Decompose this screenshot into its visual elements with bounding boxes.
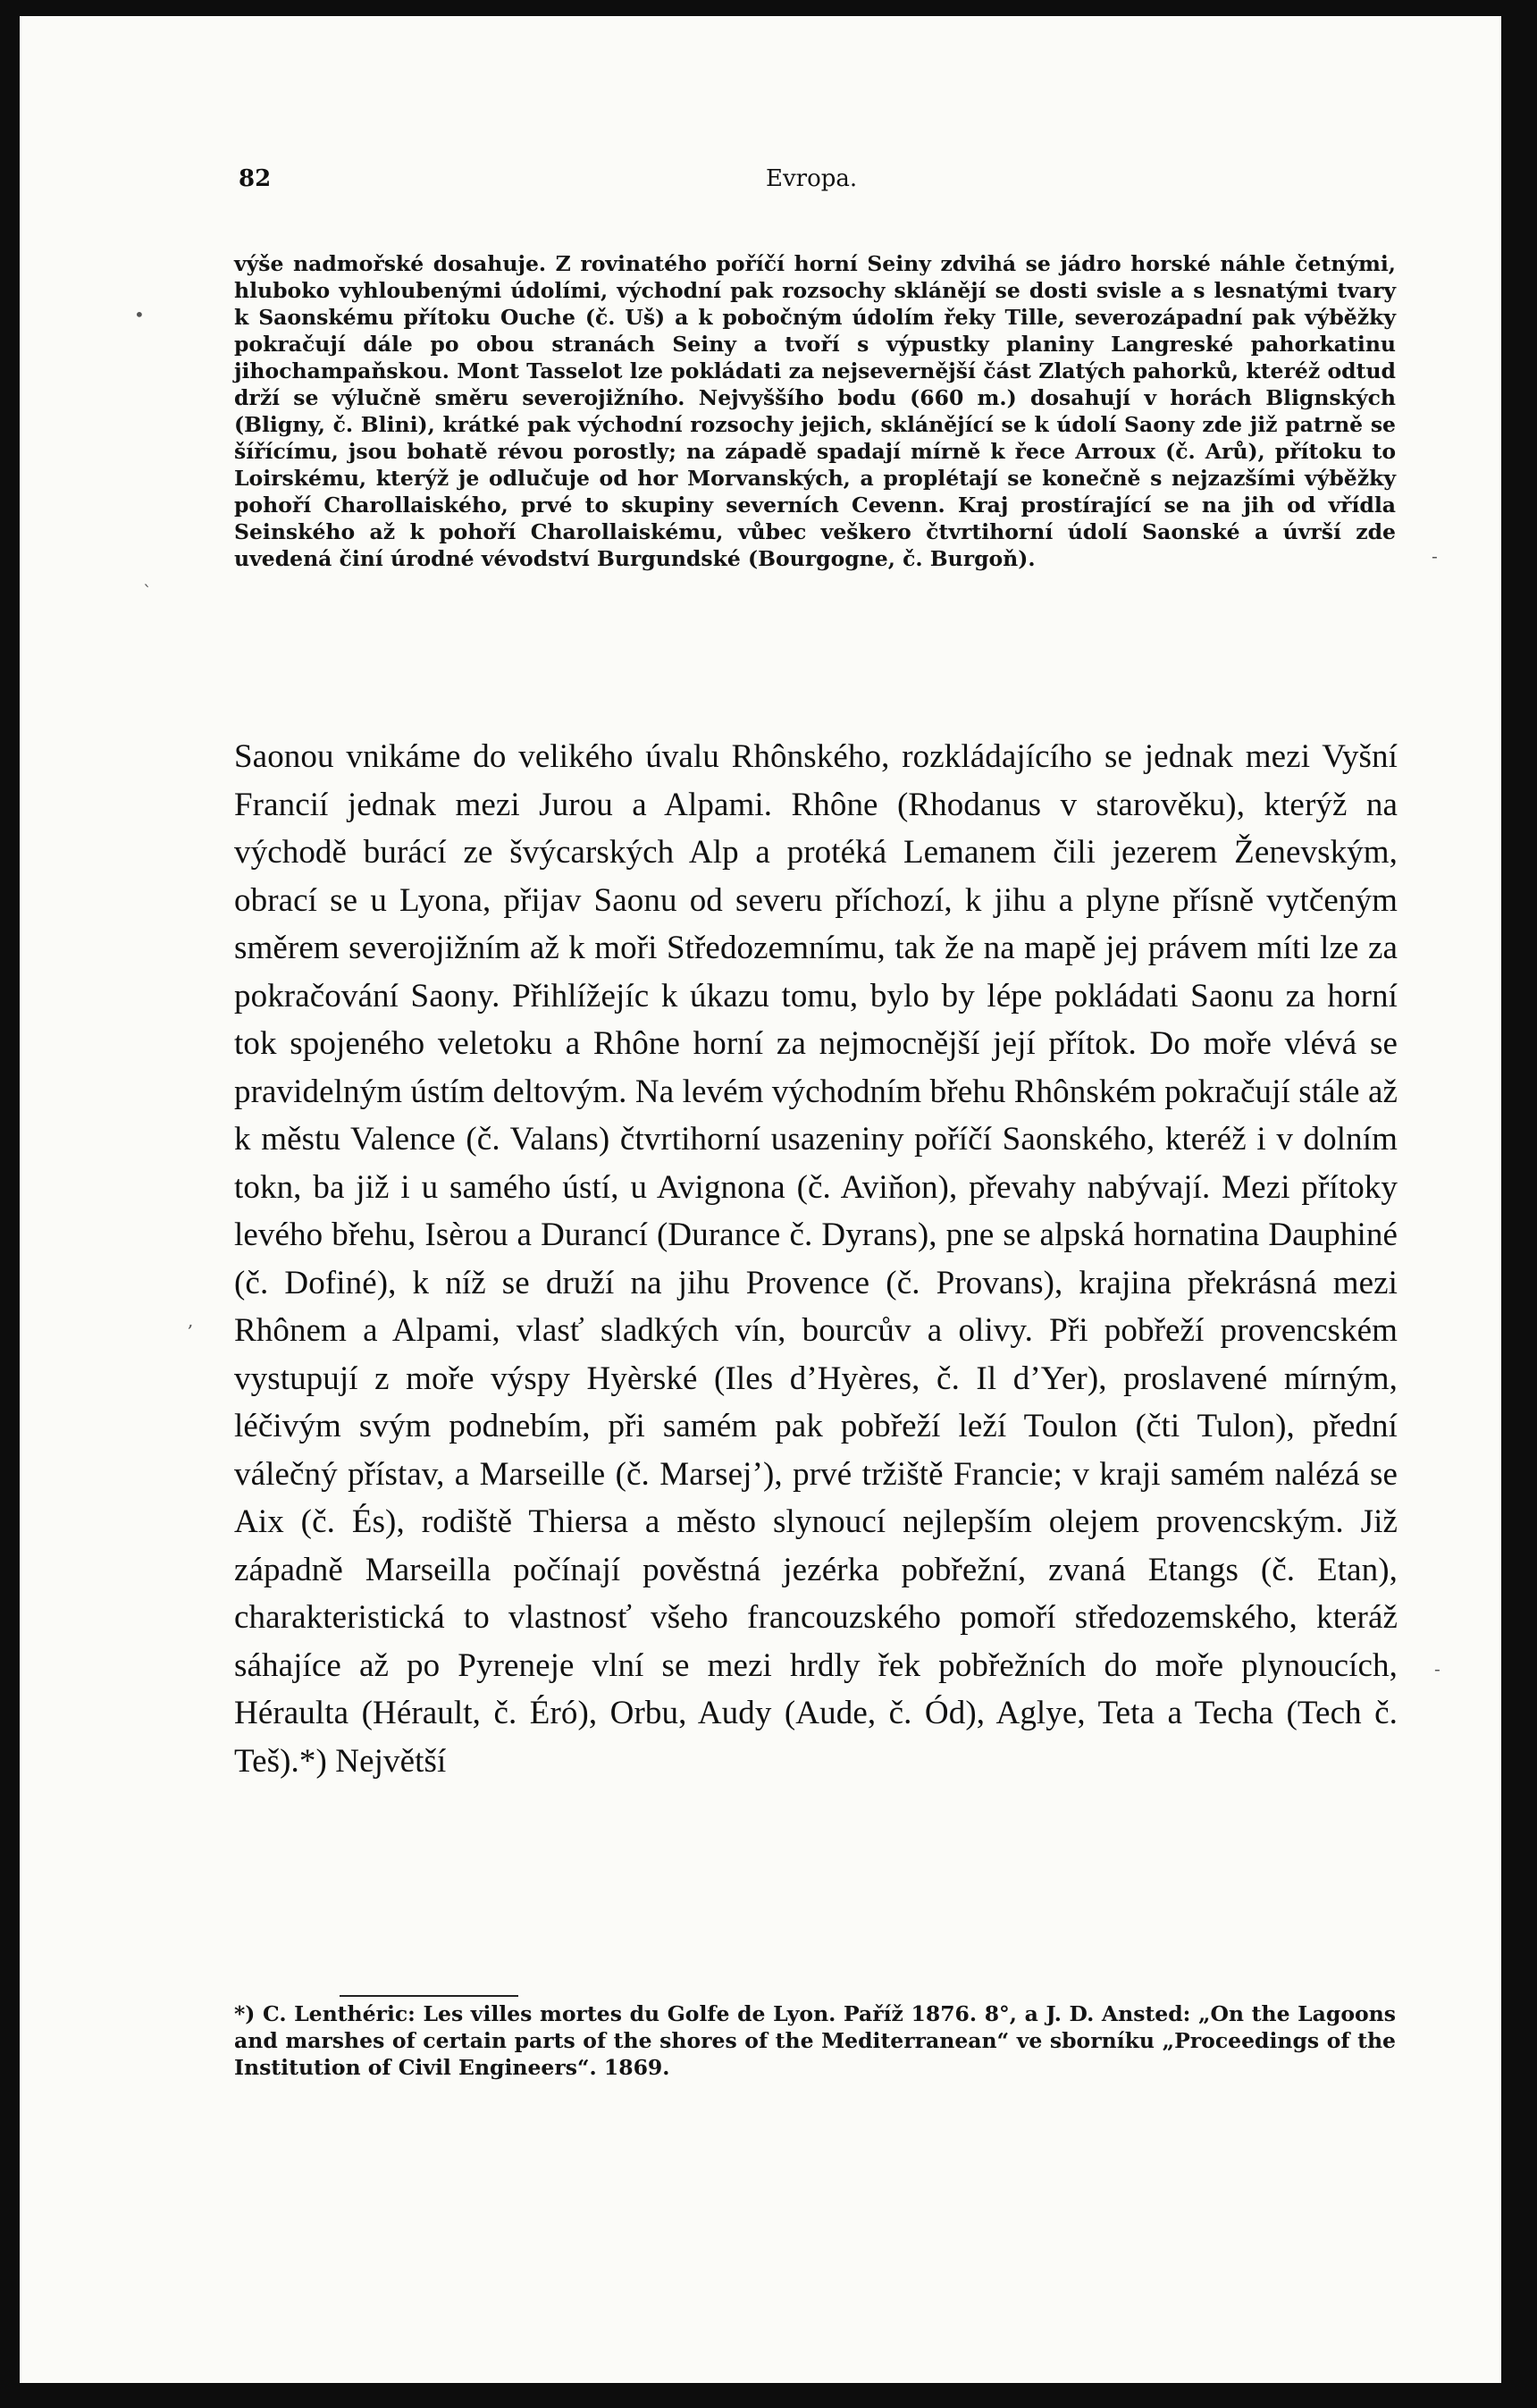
footnote: *) C. Lenthéric: Les villes mortes du Golfe de Lyon. Paříž 1876. 8°, a J. D. Ansted: „On the Lagoons and marshes of certain parts of the shores of the Mediterranean“ ve sborníku „Proceedings of the Institution of Civil Engineers“. 1869. (234, 2001, 1396, 2080)
speck: - (1434, 1658, 1440, 1680)
running-title: Evropa. (766, 165, 858, 192)
main-paragraph: Saonou vnikáme do velikého úvalu Rhônského, rozkládajícího se jednak mezi Vyšní Francií jednak mezi Jurou a Alpami. Rhône (Rhodanus v starověku), kterýž na východě burácí ze švýcarských Alp a protéká Lemanem čili jezerem Ženevským, obrací se u Lyona, přijav Saonu od severu příchozí, k jihu a plyne přísně vytčeným směrem severojižním až k moři Středozemnímu, tak že na mapě jej právem míti lze za pokračování Saony. Přihlížejíc k úkazu tomu, bylo by lépe pokládati Saonu za horní tok spojeného veletoku a Rhône horní za nejmocnější její přítok. Do moře vlévá se pravidelným ústím deltovým. Na levém východním břehu Rhônském pokračují stále až k městu Valence (č. Valans) čtvrtihorní usazeniny poříčí Saonského, kteréž i v dolním tokn, ba již i u samého ústí, u Avignona (č. Aviňon), převahy nabývají. Mezi přítoky levého břehu, Isèrou a Durancí (Durance č. Dyrans), pne se alpská hornatina Dauphiné (č. Dofiné), k níž se druží na jihu Provence (č. Provans), krajina překrásná mezi Rhônem a Alpami, vlasť sladkých vín, bourcův a olivy. Při pobřeží provencském vystupují z moře výspy Hyèrské (Iles d’Hyères, č. Il d’Yer), proslavené mírným, léčivým svým podnebím, při samém pak pobřeží leží Toulon (čti Tulon), přední válečný přístav, a Marseille (č. Marsej’), prvé tržiště Francie; v kraji samém nalézá se Aix (č. És), rodiště Thiersa a město slynoucí nejlepším olejem provencským. Již západně Marseilla počínají pověstná jezérka pobřežní, zvaná Etangs (č. Etan), charakteristická to vlastnosť všeho francouzského pomoří středozemského, kteráž sáhajíce až po Pyreneje vlní se mezi hrdly řek pobřežních do moře plynoucích, Héraulta (Hérault, č. Éró), Orbu, Audy (Aude, č. Ód), Aglye, Teta a Techa (Tech č. Teš).*) Největší (234, 738, 1398, 1780)
small-print-paragraph: výše nadmořské dosahuje. Z rovinatého poříčí horní Seiny zdvihá se jádro horské náhle četnými, hluboko vyhloubenými údolími, východní pak rozsochy sklánějí se dosti svisle a s lesnatými tvary k Saonskému přítoku Ouche (č. Uš) a k pobočným údolím řeky Tille, severozápadní pak výběžky pokračují dále po obou stranách Seiny a tvoří s výpustky planiny Langreské pahorkatinu jihochampaňskou. Mont Tasselot lze pokládati za nejsevernější část Zlatých pahorků, kteréž odtud drží se výlučně směru severojižního. Nejvyššího bodu (660 m.) dosahují v horách Blignských (Bligny, č. Blini), krátké pak východní rozsochy jejich, sklánějící se k údolí Saony zde již patrně se šířícímu, jsou bohatě révou porostly; na západě spadají mírně k řece Arroux (č. Arů), přítoku to Loirskému, kterýž je odlučuje od hor Morvanských, a proplétají se konečně s nejzazšími výběžky pohoří Charollaiského, prvé to skupiny severních Cevenn. Kraj prostírající se na jih od vřídla Seinského až k pohoří Charollaiskému, vůbec veškero čtvrtihorní údolí Saonské a úvrší zde uvedená činí úrodné vévodství Burgundské (Bourgogne, č. Burgoň). (234, 251, 1396, 571)
speck: - (1432, 545, 1438, 567)
page-header (239, 165, 1400, 201)
page-number: 82 (239, 165, 272, 192)
footnote-divider (340, 1995, 518, 1997)
speck: , (188, 1309, 194, 1331)
speck: ` (143, 581, 152, 602)
speck: • (134, 304, 145, 325)
